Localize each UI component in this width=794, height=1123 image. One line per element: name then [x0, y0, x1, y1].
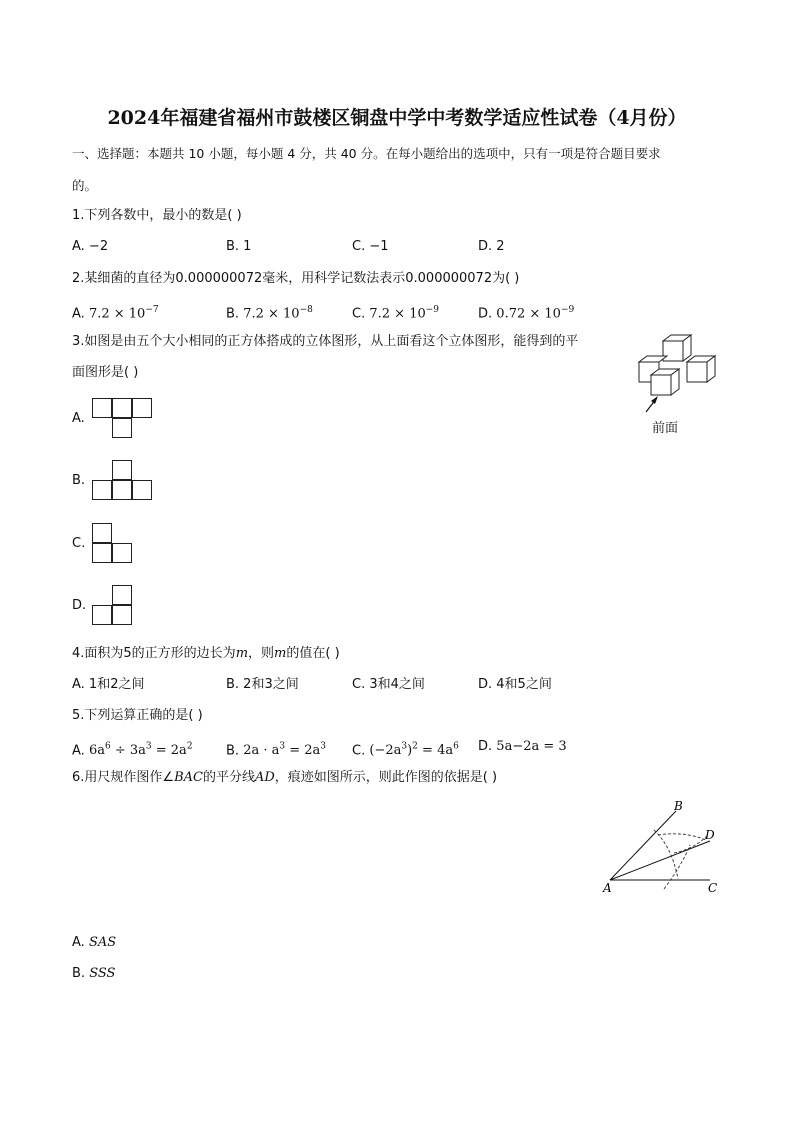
q3-option-d-label: D. [72, 598, 87, 613]
q5-option-c: C. $(-2a^3)^2 = 4a^6$ [352, 742, 459, 759]
q3-cube-figure [632, 333, 727, 413]
q4-option-b: B. 2和3之间 [226, 677, 299, 692]
q2-option-c: C. $7.2 \times 10^{-9}$ [352, 305, 440, 322]
q3-figure-caption: 前面 [652, 421, 679, 436]
q6-label-b: B [674, 799, 683, 813]
q2-option-a: A. $7.2 \times 10^{-7}$ [72, 305, 159, 322]
q1-option-d: D. 2 [478, 239, 505, 254]
q4-option-a: A. 1和2之间 [72, 677, 145, 692]
q1-option-a: A. −2 [72, 239, 109, 254]
q5-option-b: B. $2a \cdot a^3 = 2a^3$ [226, 742, 327, 759]
q5-stem: 5.下列运算正确的是( ) [72, 708, 203, 723]
q3-stem-line1: 3.如图是由五个大小相同的正方体搭成的立体图形，从上面看这个立体图形，能得到的平 [72, 334, 579, 349]
q3-option-c-shape [92, 523, 134, 565]
q3-option-d-shape [92, 585, 134, 627]
q6-label-a: A [603, 881, 612, 895]
q2-stem: 2.某细菌的直径为0.000000072毫米，用科学记数法表示0.000000072为( ) [72, 271, 520, 286]
q3-stem-line2: 面图形是( ) [72, 365, 139, 380]
q2-option-d: D. $0.72 \times 10^{-9}$ [478, 305, 575, 322]
q4-stem: 4.面积为5的正方形的边长为m，则m的值在( ) [72, 646, 340, 661]
q1-stem: 1.下列各数中，最小的数是( ) [72, 208, 242, 223]
q3-option-b-shape [92, 460, 154, 502]
q6-construction-figure [598, 795, 728, 900]
q6-label-d: D [705, 828, 715, 842]
q1-option-b: B. 1 [226, 239, 252, 254]
q2-option-b: B. $7.2 \times 10^{-8}$ [226, 305, 313, 322]
q3-option-c-label: C. [72, 536, 86, 551]
q3-option-a-label: A. [72, 411, 85, 426]
q3-option-b-label: B. [72, 473, 86, 488]
q6-option-a: A. SAS [72, 935, 117, 950]
q6-label-c: C [708, 881, 718, 895]
q6-stem: 6.用尺规作图作∠BAC的平分线AD，痕迹如图所示，则此作图的依据是( ) [72, 770, 498, 785]
q3-option-a-shape [92, 398, 154, 440]
q6-option-b: B. SSS [72, 966, 116, 981]
q5-option-d: D. 5a−2a = 3 [478, 739, 567, 754]
section-header-line2: 的。 [72, 178, 98, 193]
section-header-line1: 一、选择题：本题共 10 小题，每小题 4 分，共 40 分。在每小题给出的选项中，只有一项是符合题目要求 [72, 146, 661, 161]
page-title: 2024年福建省福州市鼓楼区铜盘中学中考数学适应性试卷（4月份） [107, 107, 687, 129]
q5-option-a: A. $6a^6 \div 3a^3 = 2a^2$ [72, 742, 193, 759]
q4-option-d: D. 4和5之间 [478, 677, 552, 692]
q1-option-c: C. −1 [352, 239, 389, 254]
q4-option-c: C. 3和4之间 [352, 677, 425, 692]
